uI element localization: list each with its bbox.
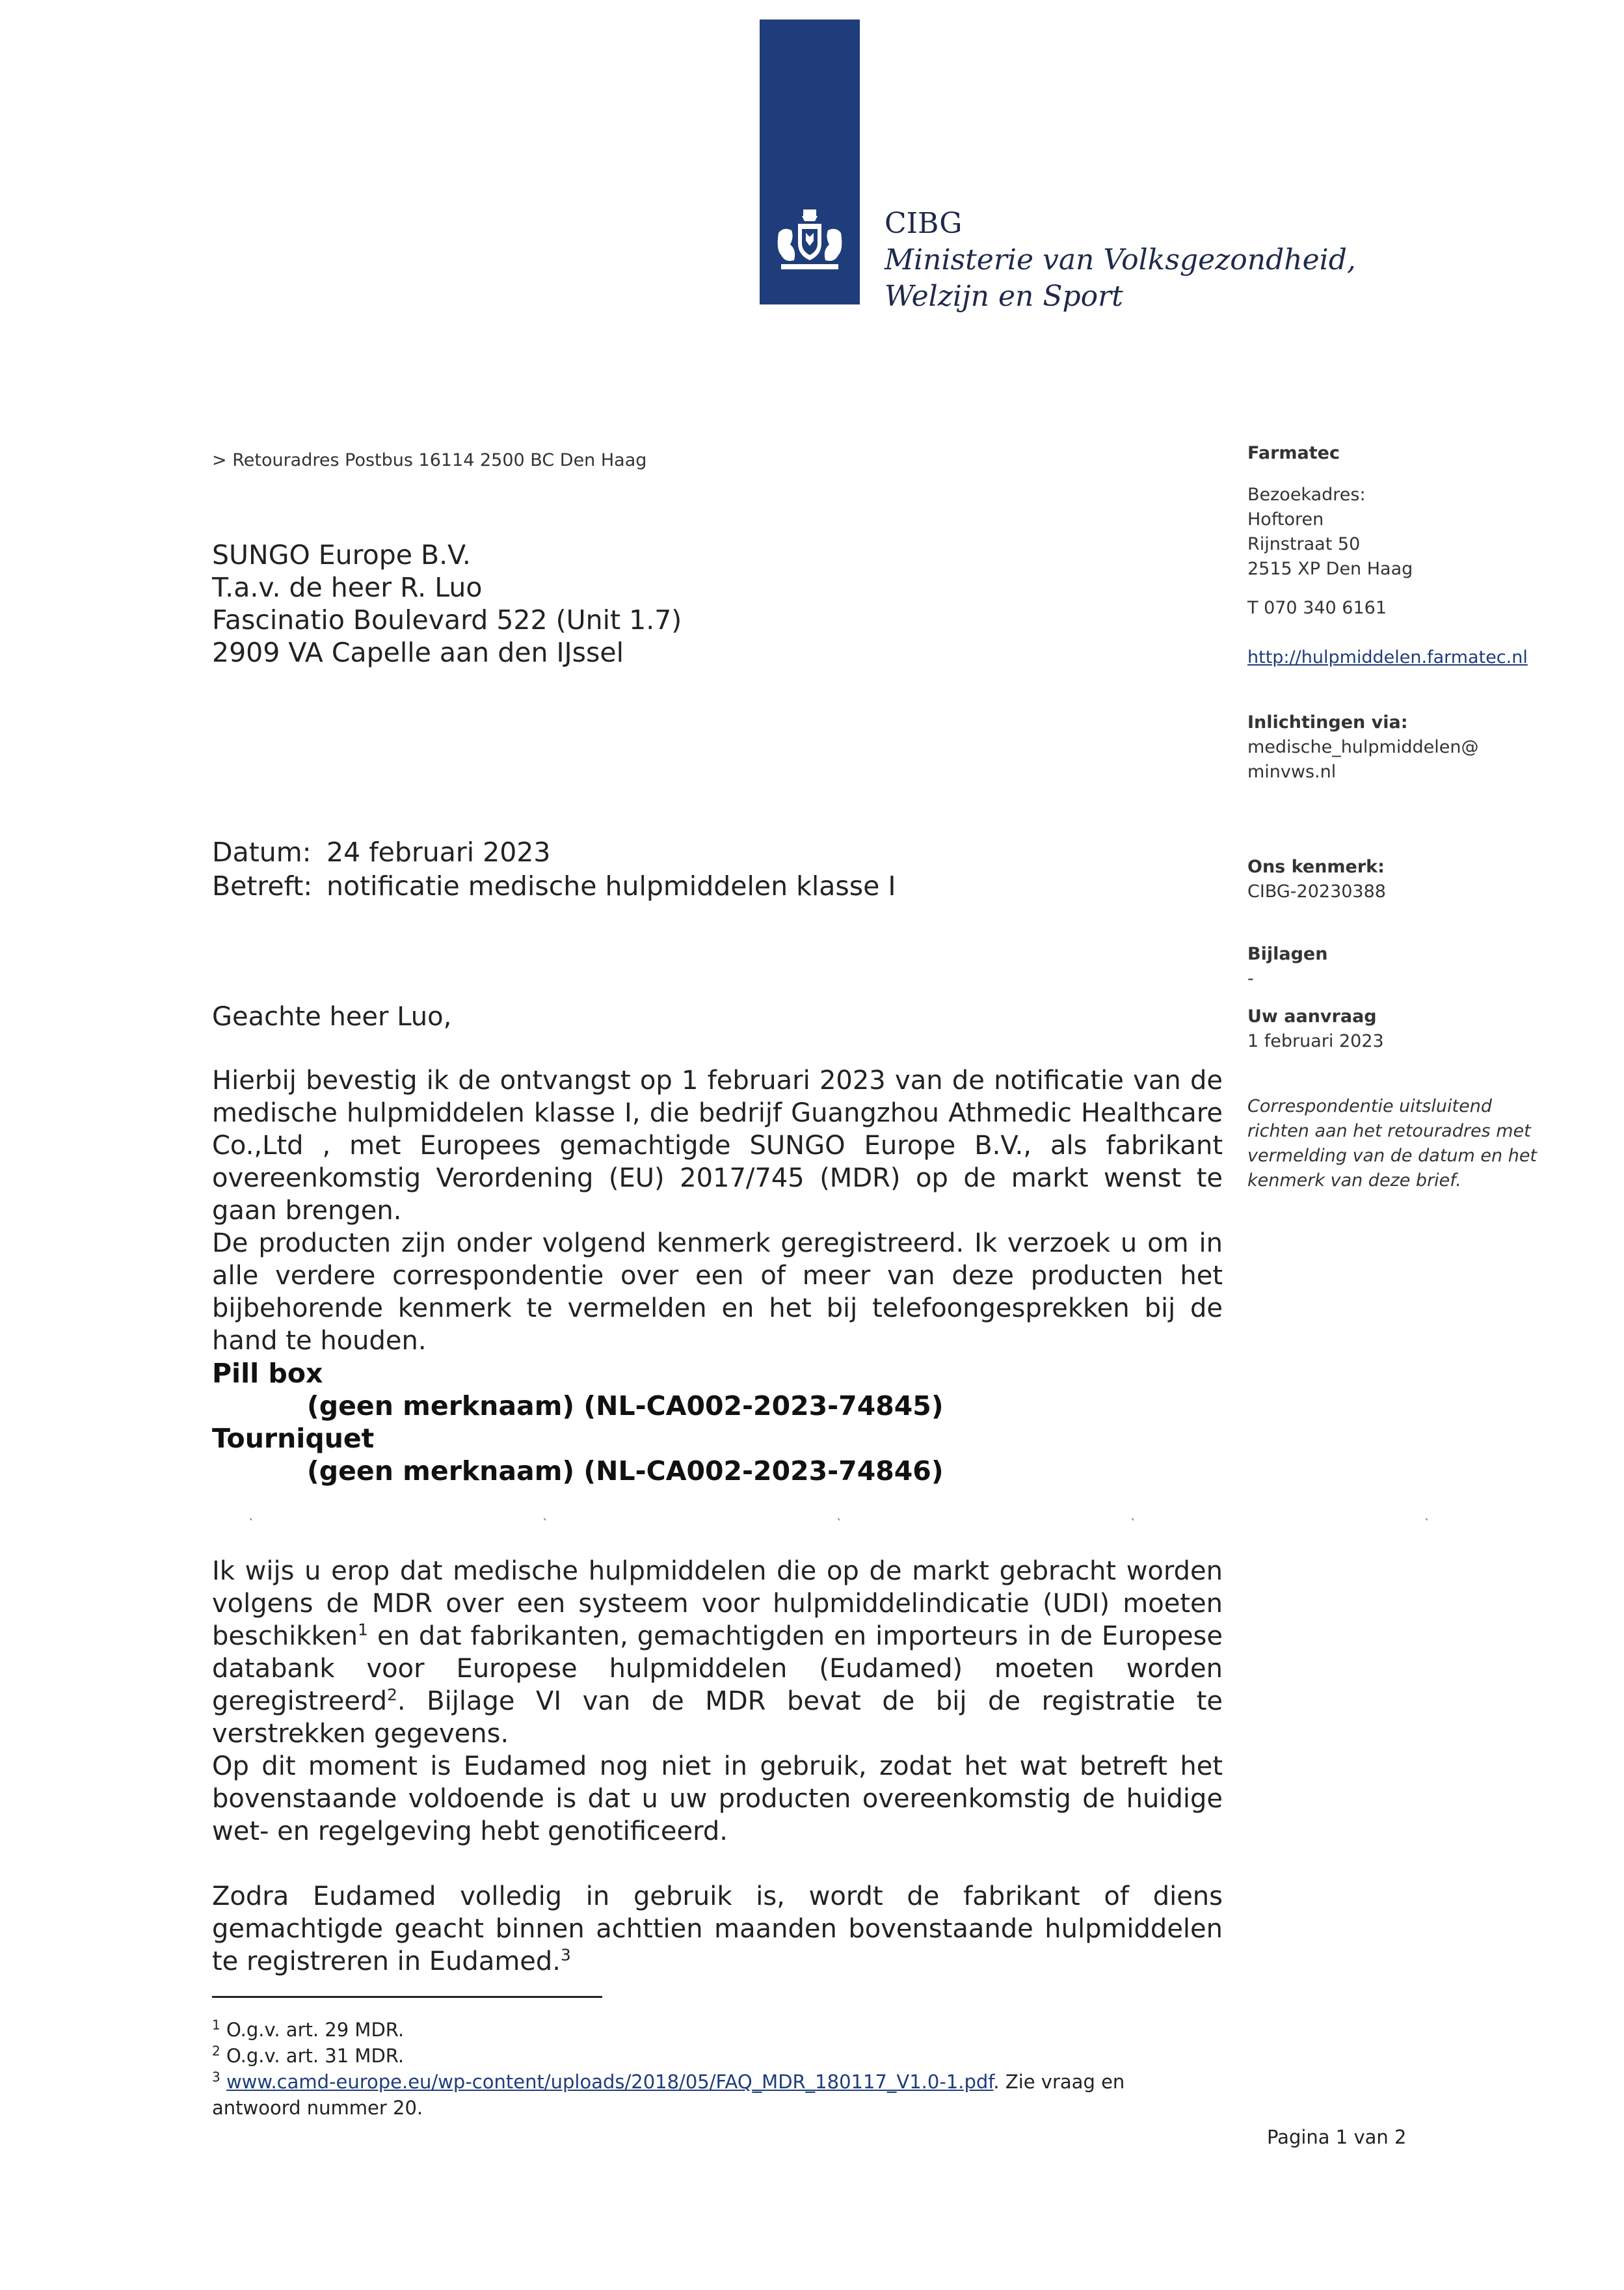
request-label: Uw aanvraag	[1247, 1006, 1377, 1027]
footnote-divider	[212, 1996, 602, 1998]
sidebar-request	[1247, 1004, 1560, 1054]
attachments-value: -	[1247, 969, 1254, 989]
product-name: Pill box	[212, 1358, 323, 1389]
footnote-number: 2	[212, 2043, 220, 2059]
footnote-number: 3	[212, 2069, 220, 2085]
organization-name	[885, 206, 1356, 315]
footnote-ref: 1	[358, 1620, 368, 1639]
footnote-3	[212, 2069, 1227, 2121]
recipient-city: 2909 VA Capelle aan den IJssel	[212, 637, 624, 668]
subject-row	[212, 869, 896, 903]
paragraph-registration: De producten zijn onder volgend kenmerk geregistreerd. Ik verzoek u om in alle verdere correspondentie over een of meer van deze producten het bijbehorende kenmerk te vermelden en het bij telefoongesprekken bij de hand te houden.	[212, 1228, 1223, 1356]
sidebar-url	[1247, 645, 1560, 670]
paragraph-eudamed-status: Op dit moment is Eudamed nog niet in gebruik, zodat het wat betreft het bovenstaande voldoende is dat u uw producten overeenkomstig de huidige wet- en regelgeving hebt genotificeerd.	[212, 1751, 1223, 1846]
letter-meta	[212, 835, 896, 903]
product-reference: (geen merknaam) (NL-CA002-2023-74845)	[307, 1390, 944, 1421]
sidebar-info	[1247, 710, 1560, 785]
return-address: > Retouradres Postbus 16114 2500 BC Den Haag	[212, 450, 647, 470]
coat-of-arms-icon	[769, 207, 850, 278]
date-label: Datum:	[212, 837, 312, 868]
note-line: kenmerk van deze brief.	[1247, 1170, 1461, 1191]
org-ministry: Ministerie van Volksgezondheid,	[885, 243, 1356, 276]
scan-mark: `	[836, 1517, 842, 1531]
product-name: Tourniquet	[212, 1423, 375, 1454]
sidebar-phone: T 070 340 6161	[1247, 598, 1387, 618]
visit-label: Bezoekadres:	[1247, 485, 1366, 505]
info-email-domain[interactable]: minvws.nl	[1247, 762, 1337, 782]
note-line: Correspondentie uitsluitend	[1247, 1096, 1492, 1116]
request-value: 1 februari 2023	[1247, 1031, 1384, 1051]
greeting: Geachte heer Luo,	[212, 1002, 452, 1032]
footnote-ref: 2	[387, 1685, 397, 1704]
reference-label: Ons kenmerk:	[1247, 857, 1385, 877]
footnote-1	[212, 2017, 1227, 2043]
visit-building: Hoftoren	[1247, 509, 1324, 530]
text-segment: en dat fabrikanten, gemachtigden en importeurs in de Europese databank voor Europese hulpmiddelen (Eudamed) moeten worden geregistreerd	[212, 1621, 1223, 1716]
recipient-street: Fascinatio Boulevard 522 (Unit 1.7)	[212, 604, 682, 636]
footnote-text: antwoord nummer 20.	[212, 2097, 423, 2119]
reference-value: CIBG-20230388	[1247, 882, 1386, 902]
footnote-ref: 3	[561, 1945, 571, 1965]
sidebar-department	[1247, 441, 1560, 466]
product-list	[212, 1357, 944, 1487]
subject-value: notificatie medische hulpmiddelen klasse I	[326, 870, 896, 902]
recipient-address	[212, 539, 682, 669]
scan-mark: `	[248, 1517, 254, 1531]
sidebar-reference	[1247, 855, 1560, 904]
paragraph-confirmation: Hierbij bevestig ik de ontvangst op 1 februari 2023 van de notificatie van de medische hulpmiddelen klasse I, die bedrijf Guangzhou Athmedic Healthcare Co.,Ltd , met Europees gemachtigde SUNGO Europe B.V., als fabrikant overeenkomstig Verordening (EU) 2017/745 (MDR) op de markt wenst te gaan brengen.	[212, 1066, 1223, 1226]
text-segment: Ik wijs u erop dat medische hulpmiddelen die op de markt gebracht worden volgens de MDR over een systeem voor hulpmiddelindicatie (UDI) moeten beschikken	[212, 1556, 1223, 1651]
info-email[interactable]: medische_hulpmiddelen@	[1247, 737, 1479, 757]
website-link[interactable]: http://hulpmiddelen.farmatec.nl	[1247, 647, 1528, 667]
text-segment: . Bijlage VI van de MDR bevat de bij de registratie te verstrekken gegevens.	[212, 1686, 1223, 1749]
scan-mark: `	[542, 1517, 548, 1531]
info-label: Inlichtingen via:	[1247, 712, 1408, 733]
page-number: Pagina 1 van 2	[1267, 2126, 1407, 2148]
camd-faq-link[interactable]: www.camd-europe.eu/wp-content/uploads/2018/05/FAQ_MDR_180117_V1.0-1.pdf	[226, 2071, 994, 2093]
scan-marks	[212, 1517, 1474, 1530]
visit-city: 2515 XP Den Haag	[1247, 559, 1413, 579]
scan-mark: `	[1424, 1517, 1430, 1531]
paragraph-udi	[212, 1555, 1223, 1750]
date-value: 24 februari 2023	[326, 837, 551, 868]
text-segment: Zodra Eudamed volledig in gebruik is, wordt de fabrikant of diens gemachtigde geacht binnen achttien maanden bovenstaande hulpmiddelen te registreren in Eudamed.	[212, 1881, 1223, 1976]
attachments-label: Bijlagen	[1247, 944, 1328, 964]
org-ministry-cont: Welzijn en Sport	[885, 280, 1123, 313]
footnote-number: 1	[212, 2017, 220, 2033]
subject-label: Betreft:	[212, 870, 313, 902]
recipient-attention: T.a.v. de heer R. Luo	[212, 572, 483, 603]
footnote-text: O.g.v. art. 31 MDR.	[226, 2045, 405, 2067]
sidebar-attachments	[1247, 942, 1560, 991]
date-row	[212, 835, 896, 869]
footnote-text: O.g.v. art. 29 MDR.	[226, 2019, 405, 2041]
footnote-text: . Zie vraag en	[993, 2071, 1125, 2093]
recipient-company: SUNGO Europe B.V.	[212, 539, 471, 571]
paragraph-eudamed-registration	[212, 1880, 1223, 1978]
note-line: richten aan het retouradres met	[1247, 1121, 1531, 1141]
visit-street: Rijnstraat 50	[1247, 534, 1361, 554]
org-acronym: CIBG	[885, 207, 963, 240]
footnote-2	[212, 2043, 1227, 2069]
product-reference: (geen merknaam) (NL-CA002-2023-74846)	[307, 1455, 944, 1487]
note-line: vermelding van de datum en het	[1247, 1146, 1537, 1166]
sidebar-note	[1247, 1094, 1560, 1193]
scan-mark: `	[1130, 1517, 1136, 1531]
department-name: Farmatec	[1247, 443, 1340, 463]
sidebar-visit-address	[1247, 483, 1560, 582]
